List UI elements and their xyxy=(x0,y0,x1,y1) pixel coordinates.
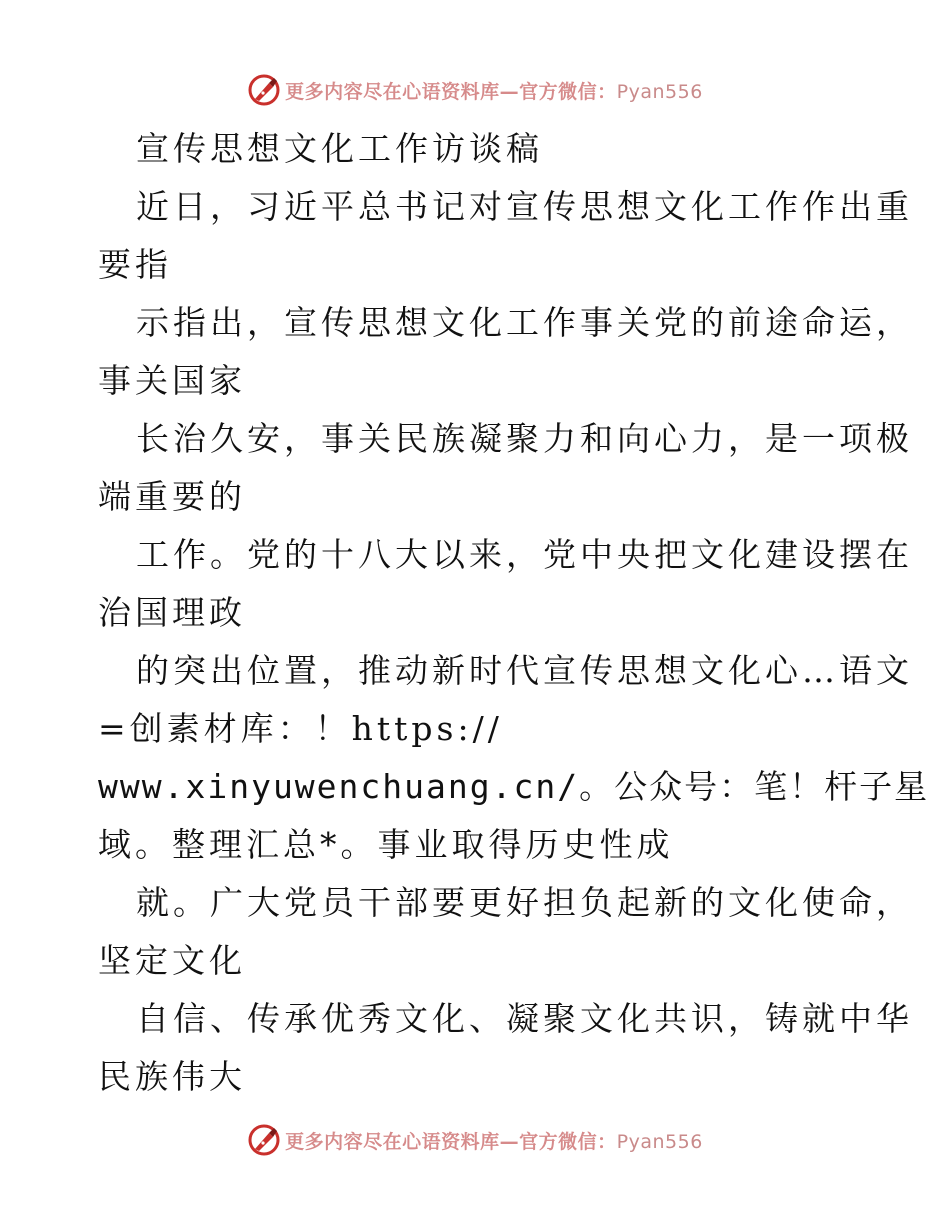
banner-main-text: 更多内容尽在心语资料库—官方微信： xyxy=(285,80,617,103)
paragraph-line-url: www.xinyuwenchuang.cn/。公众号：笔！杆子星 xyxy=(98,767,930,806)
fountain-pen-logo-icon xyxy=(247,1123,281,1157)
wechat-id: Pyan556 xyxy=(616,1130,703,1153)
paragraph-line: 域。整理汇总*。事业取得历史性成 xyxy=(98,825,674,864)
paragraph-line: 治国理政 xyxy=(98,593,246,632)
paragraph-line: 近日，习近平总书记对宣传思想文化工作作出重 xyxy=(136,187,913,226)
paragraph-line: 自信、传承优秀文化、凝聚文化共识，铸就中华 xyxy=(136,999,913,1038)
document-body xyxy=(98,120,930,1106)
fountain-pen-logo-icon xyxy=(247,73,281,107)
paragraph-line: 示指出，宣传思想文化工作事关党的前途命运， xyxy=(136,303,913,342)
paragraph-line: 工作。党的十八大以来，党中央把文化建设摆在 xyxy=(136,535,913,574)
banner-main-text: 更多内容尽在心语资料库—官方微信： xyxy=(285,1130,617,1153)
document-title: 宣传思想文化工作访谈稿 xyxy=(136,129,543,168)
paragraph-line: 长治久安，事关民族凝聚力和向心力，是一项极 xyxy=(136,419,913,458)
paragraph-line: 端重要的 xyxy=(98,477,246,516)
paragraph-line: 要指 xyxy=(98,245,172,284)
paragraph-line: 的突出位置，推动新时代宣传思想文化心…语文 xyxy=(136,651,913,690)
paragraph-line: 民族伟大 xyxy=(98,1057,246,1096)
paragraph-line: 坚定文化 xyxy=(98,941,246,980)
banner-text xyxy=(285,1127,703,1154)
paragraph-line: =创素材库：！https:// xyxy=(98,709,503,748)
footer-banner xyxy=(0,1120,950,1160)
wechat-id: Pyan556 xyxy=(616,80,703,103)
header-banner xyxy=(0,70,950,110)
banner-text xyxy=(285,77,703,104)
paragraph-line: 就。广大党员干部要更好担负起新的文化使命， xyxy=(136,883,913,922)
paragraph-line: 事关国家 xyxy=(98,361,246,400)
